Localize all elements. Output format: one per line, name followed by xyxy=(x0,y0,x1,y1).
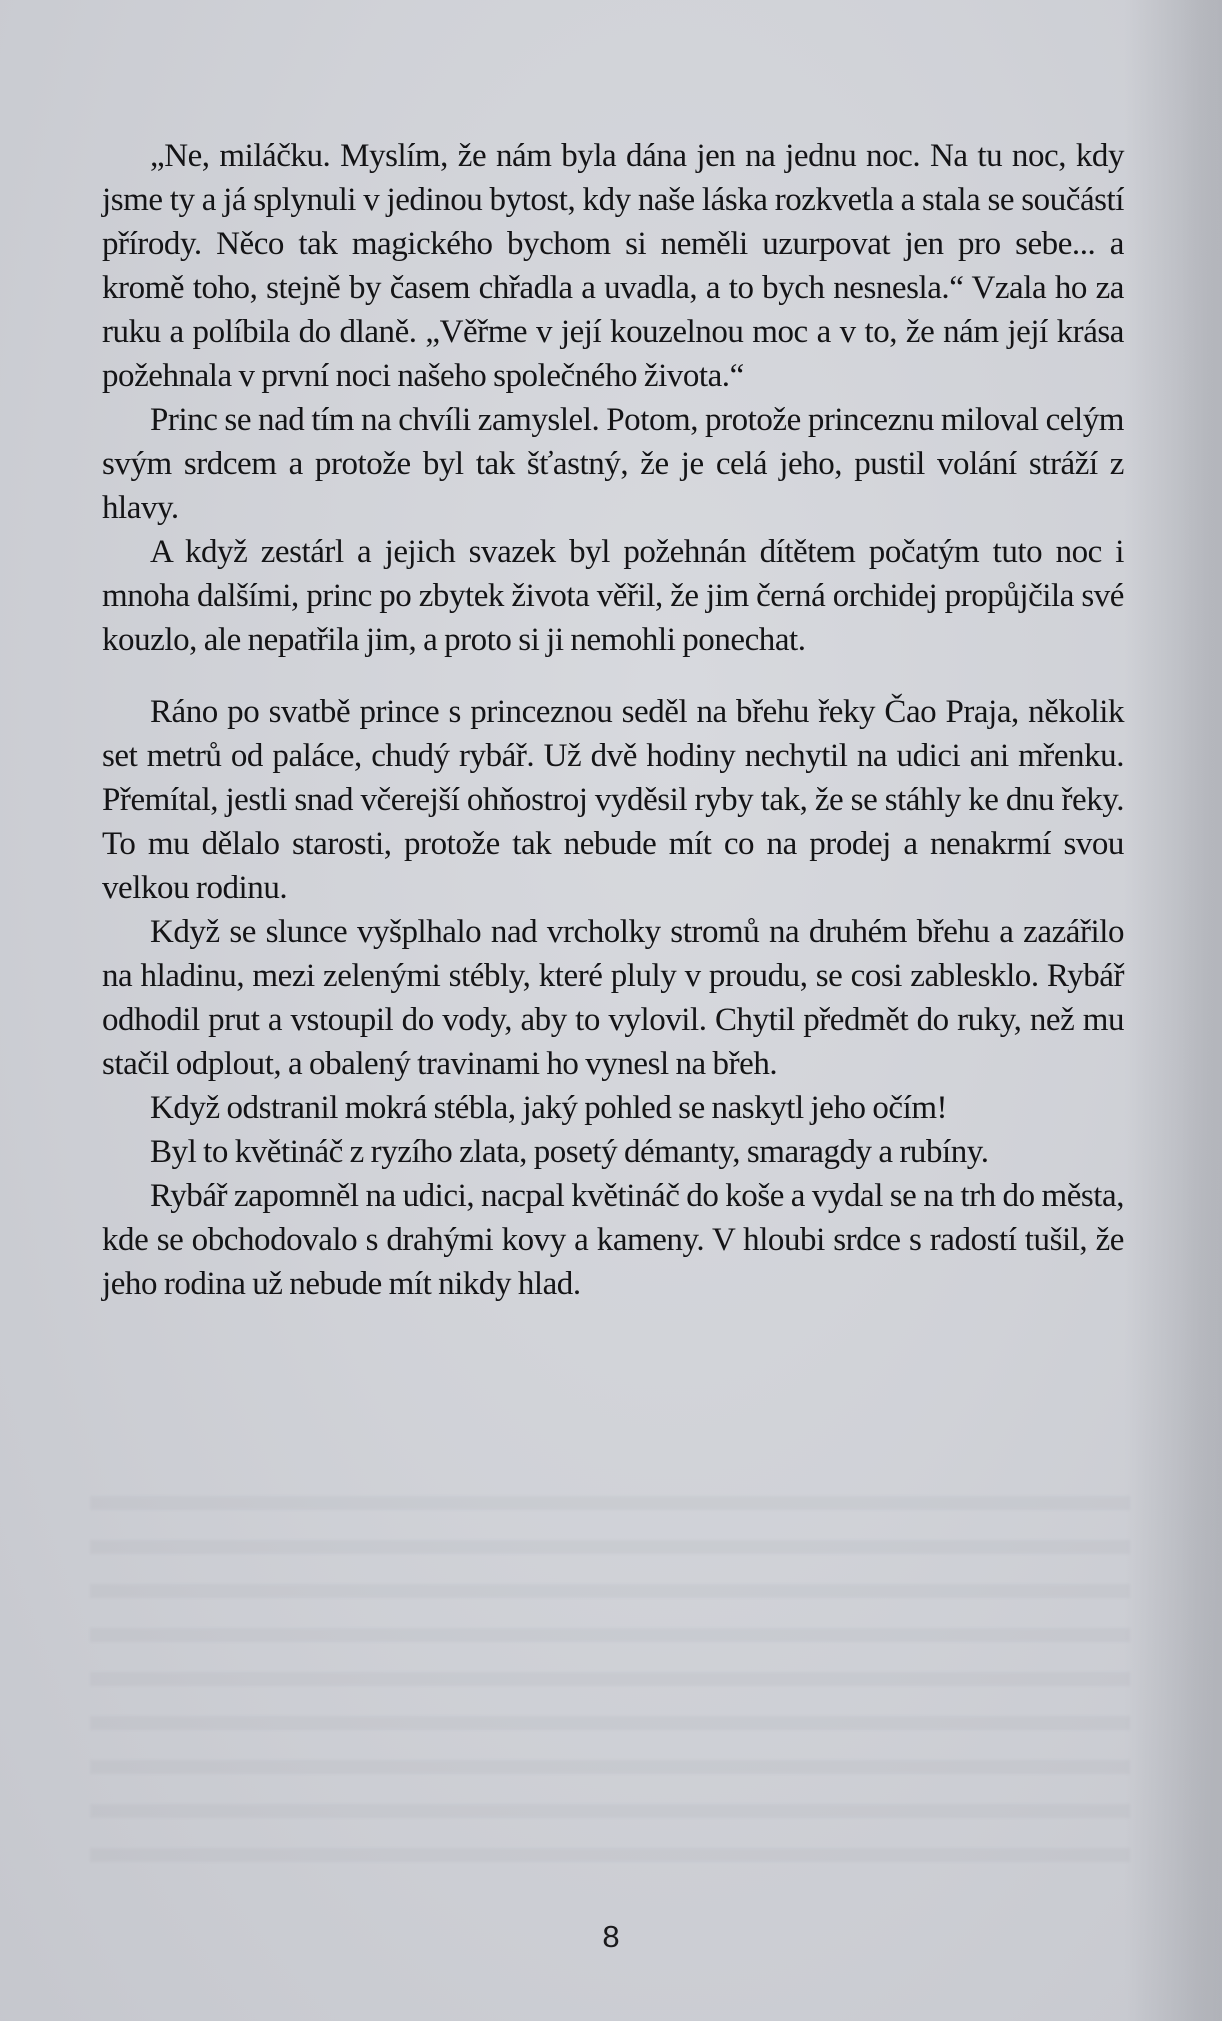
paragraph: A když zestárl a jejich svazek byl požehnán dítětem počatým tuto noc i mnoha dalšími, princ po zbytek života věřil, že jim černá orchidej propůjčila své kouzlo, ale nepatřila jim, a proto si ji nemohli ponechat. xyxy=(102,534,1124,658)
show-through-text xyxy=(90,1470,1130,1890)
body-text xyxy=(102,134,1124,1306)
paragraph: „Ne, miláčku. Myslím, že nám byla dána jen na jednu noc. Na tu noc, kdy jsme ty a já splynuli v jedinou bytost, kdy naše láska rozkvetla a stala se součástí přírody. Něco tak magického bychom si neměli uzurpovat jen pro sebe... a kromě toho, stejně by časem chřadla a uvadla, a to bych nesnesla.“ Vzala ho za ruku a políbila do dlaně. „Věřme v její kouzelnou moc a v to, že nám její krása požehnala v první noci našeho společného života.“ xyxy=(102,138,1124,394)
page-number: 8 xyxy=(602,1919,620,1954)
paragraph: Rybář zapomněl na udici, nacpal květináč do koše a vydal se na trh do města, kde se obchodovalo s drahými kovy a kameny. V hloubi srdce s radostí tušil, že jeho rodina už nebude mít nikdy hlad. xyxy=(102,1178,1124,1302)
paragraph: Když odstranil mokrá stébla, jaký pohled se naskytl jeho očím! xyxy=(150,1090,948,1126)
paragraph: Když se slunce vyšplhalo nad vrcholky stromů na druhém břehu a zazářilo na hladinu, mezi zelenými stébly, které pluly v proudu, se cosi zablesklo. Rybář odhodil prut a vstoupil do vody, aby to vylovil. Chytil předmět do ruky, než mu stačil odplout, a obalený travinami ho vynesl na břeh. xyxy=(102,914,1124,1082)
paragraph: Ráno po svatbě prince s princeznou seděl na břehu řeky Čao Praja, několik set metrů od paláce, chudý rybář. Už dvě hodiny nechytil na udici ani mřenku. Přemítal, jestli snad včerejší ohňostroj vyděsil ryby tak, že se stáhly ke dnu řeky. To mu dělalo starosti, protože tak nebude mít co na prodej a nenakrmí svou velkou rodinu. xyxy=(102,694,1124,906)
paragraph: Princ se nad tím na chvíli zamyslel. Potom, protože princeznu miloval celým svým srdcem a protože byl tak šťastný, že je celá jeho, pustil volání stráží z hlavy. xyxy=(102,402,1124,526)
paragraph: Byl to květináč z ryzího zlata, posetý démanty, smaragdy a rubíny. xyxy=(150,1134,989,1170)
page-edge-shadow xyxy=(1182,0,1222,2021)
